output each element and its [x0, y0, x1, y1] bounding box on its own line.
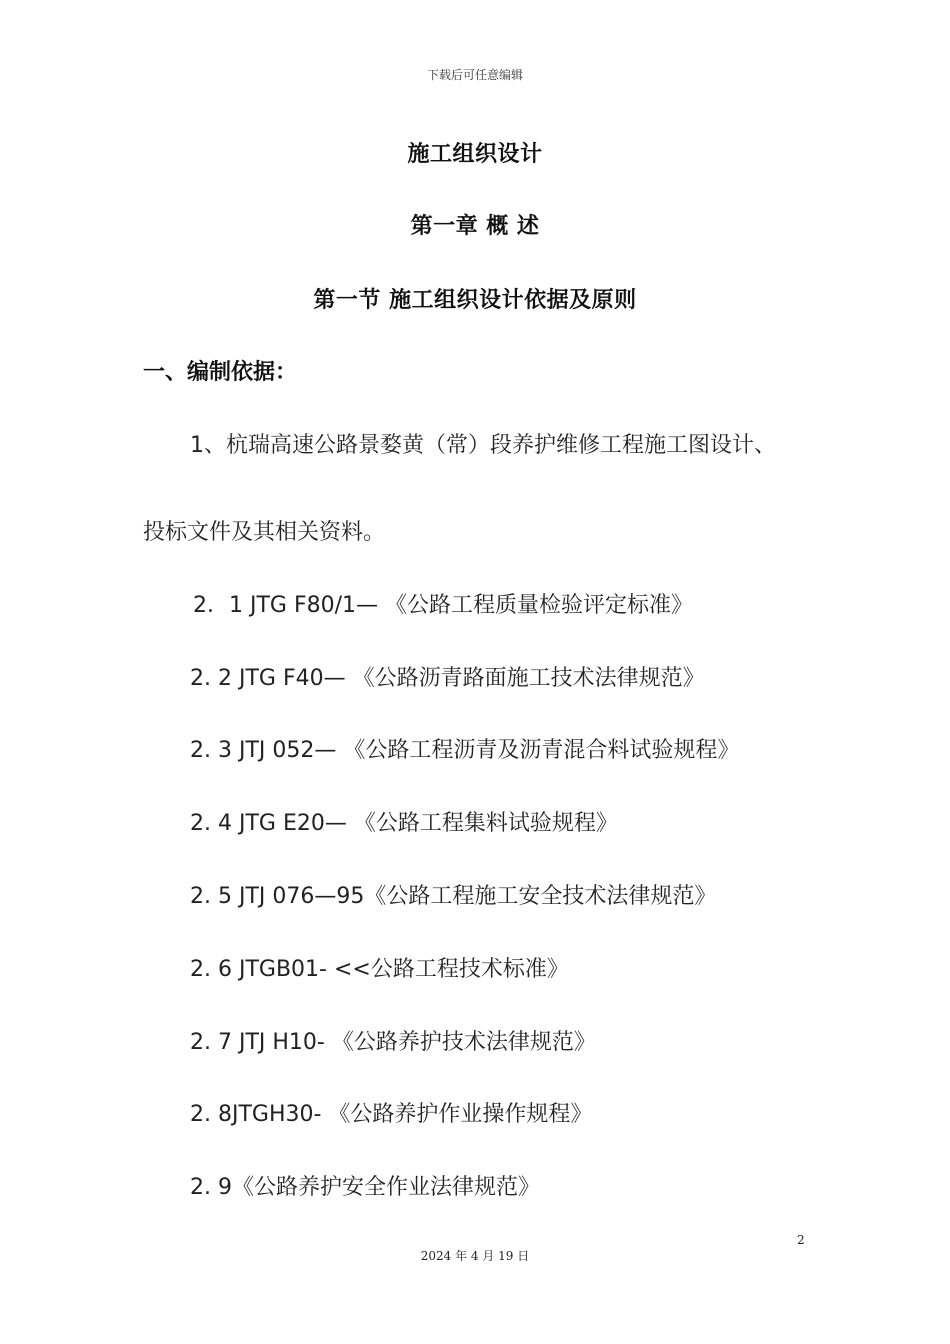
reference-item: 2. 9《公路养护安全作业法律规范》	[190, 1175, 540, 1200]
paragraph-line: 投标文件及其相关资料。	[143, 520, 386, 545]
page-number: 2	[797, 1233, 805, 1247]
paragraph-line: 1、杭瑞高速公路景婺黄（常）段养护维修工程施工图设计、	[190, 433, 776, 458]
reference-item: 2. 4 JTG E20— 《公路工程集料试验规程》	[190, 811, 618, 836]
document-title: 施工组织设计	[407, 142, 543, 167]
subsection-heading: 一、编制依据：	[143, 360, 298, 385]
reference-item: 2. 2 JTG F40— 《公路沥青路面施工技术法律规范》	[190, 666, 705, 691]
reference-item: 2. 5 JTJ 076—95《公路工程施工安全技术法律规范》	[190, 884, 717, 909]
page-header: 下载后可任意编辑	[426, 68, 523, 82]
chapter-title: 第一章 概 述	[410, 214, 540, 239]
reference-item: 2. 3 JTJ 052— 《公路工程沥青及沥青混合料试验规程》	[190, 738, 740, 763]
section-title: 第一节 施工组织设计依据及原则	[313, 288, 637, 313]
reference-item: 2. 7 JTJ H10- 《公路养护技术法律规范》	[190, 1030, 596, 1055]
reference-item: 2．1 JTG F80/1— 《公路工程质量检验评定标准》	[193, 593, 694, 618]
page-footer-date: 2024 年 4 月 19 日	[420, 1249, 530, 1263]
reference-item: 2. 6 JTGB01- <<公路工程技术标准》	[190, 957, 569, 982]
reference-item: 2. 8JTGH30- 《公路养护作业操作规程》	[190, 1102, 593, 1127]
